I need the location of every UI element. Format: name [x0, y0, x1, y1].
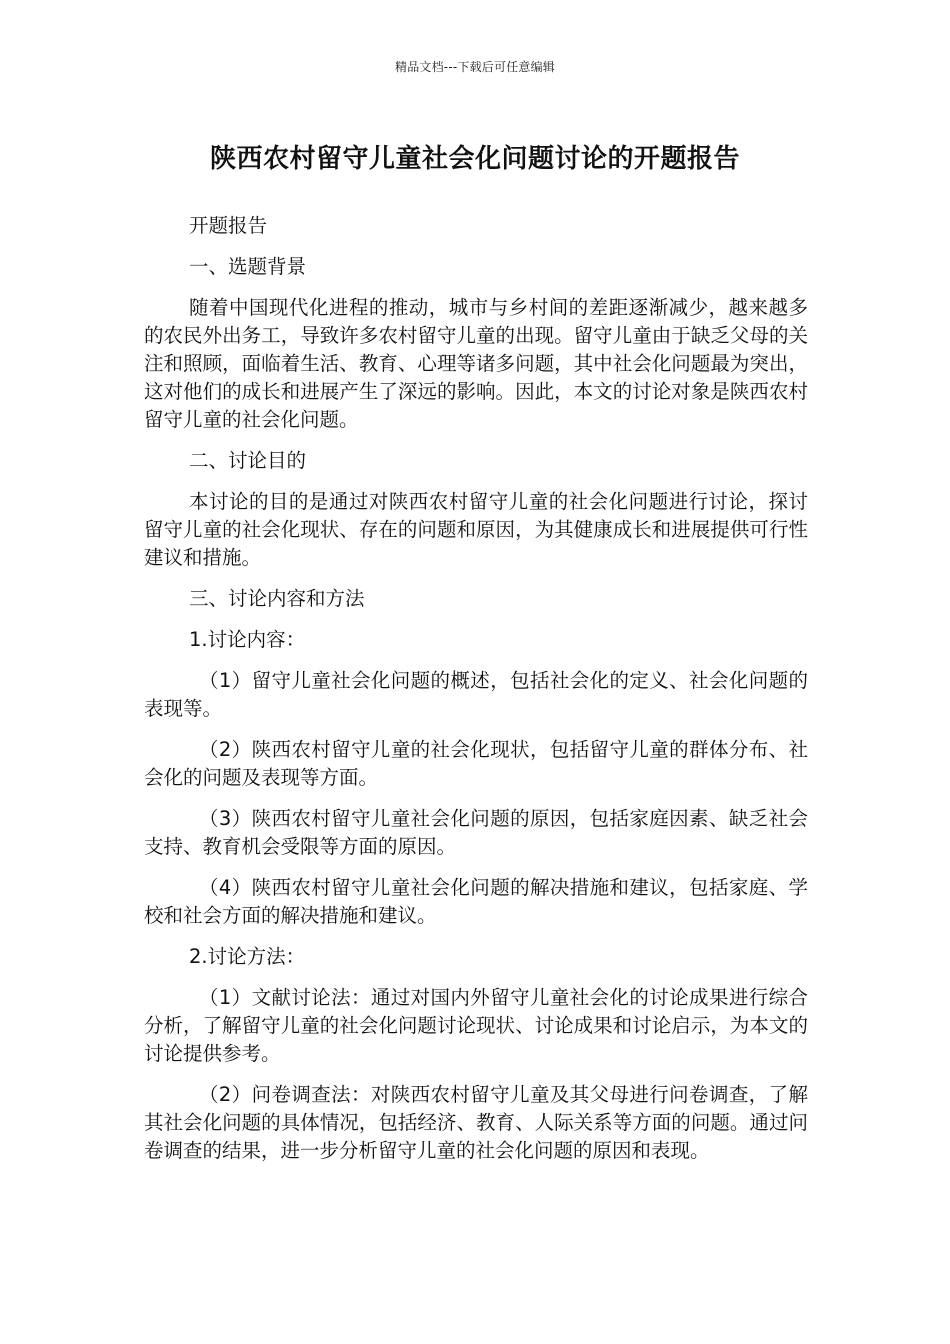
- method-item-2: （2）问卷调查法：对陕西农村留守儿童及其父母进行问卷调查，了解其社会化问题的具体情况，包括经济、教育、人际关系等方面的问题。通过问卷调查的结果，进一步分析留守儿童的社会化问题的原因和表现。: [144, 1083, 808, 1162]
- document-body: [144, 212, 808, 1178]
- heading-background: 一、选题背景: [189, 255, 307, 278]
- content-item-1: （1）留守儿童社会化问题的概述，包括社会化的定义、社会化问题的表现等。: [144, 669, 808, 720]
- content-item-4: （4）陕西农村留守儿童社会化问题的解决措施和建议，包括家庭、学校和社会方面的解决措施和建议。: [144, 876, 808, 927]
- paragraph-purpose: 本讨论的目的是通过对陕西农村留守儿童的社会化问题进行讨论，探讨留守儿童的社会化现状、存在的问题和原因，为其健康成长和进展提供可行性建议和措施。: [144, 490, 808, 569]
- subheading-content: 1.讨论内容：: [189, 628, 306, 651]
- content-item-3: （3）陕西农村留守儿童社会化问题的原因，包括家庭因素、缺乏社会支持、教育机会受限等方面的原因。: [144, 807, 808, 858]
- method-item-1: （1）文献讨论法：通过对国内外留守儿童社会化的讨论成果进行综合分析，了解留守儿童的社会化问题讨论现状、讨论成果和讨论启示，为本文的讨论提供参考。: [144, 986, 808, 1065]
- heading-purpose: 二、讨论目的: [189, 449, 307, 472]
- content-item-2: （2）陕西农村留守儿童的社会化现状，包括留守儿童的群体分布、社会化的问题及表现等方面。: [144, 738, 808, 789]
- section-label-report: 开题报告: [189, 214, 268, 237]
- heading-content-method: 三、讨论内容和方法: [189, 587, 365, 610]
- document-title: 陕西农村留守儿童社会化问题讨论的开题报告: [209, 144, 740, 174]
- header-note: 精品文档---下载后可任意编辑: [395, 60, 555, 74]
- subheading-method: 2.讨论方法：: [189, 945, 306, 968]
- paragraph-background: 随着中国现代化进程的推动，城市与乡村间的差距逐渐减少，越来越多的农民外出务工，导致许多农村留守儿童的出现。留守儿童由于缺乏父母的关注和照顾，面临着生活、教育、心理等诸多问题，其中社会化问题最为突出，这对他们的成长和进展产生了深远的影响。因此，本文的讨论对象是陕西农村留守儿童的社会化问题。: [144, 296, 808, 431]
